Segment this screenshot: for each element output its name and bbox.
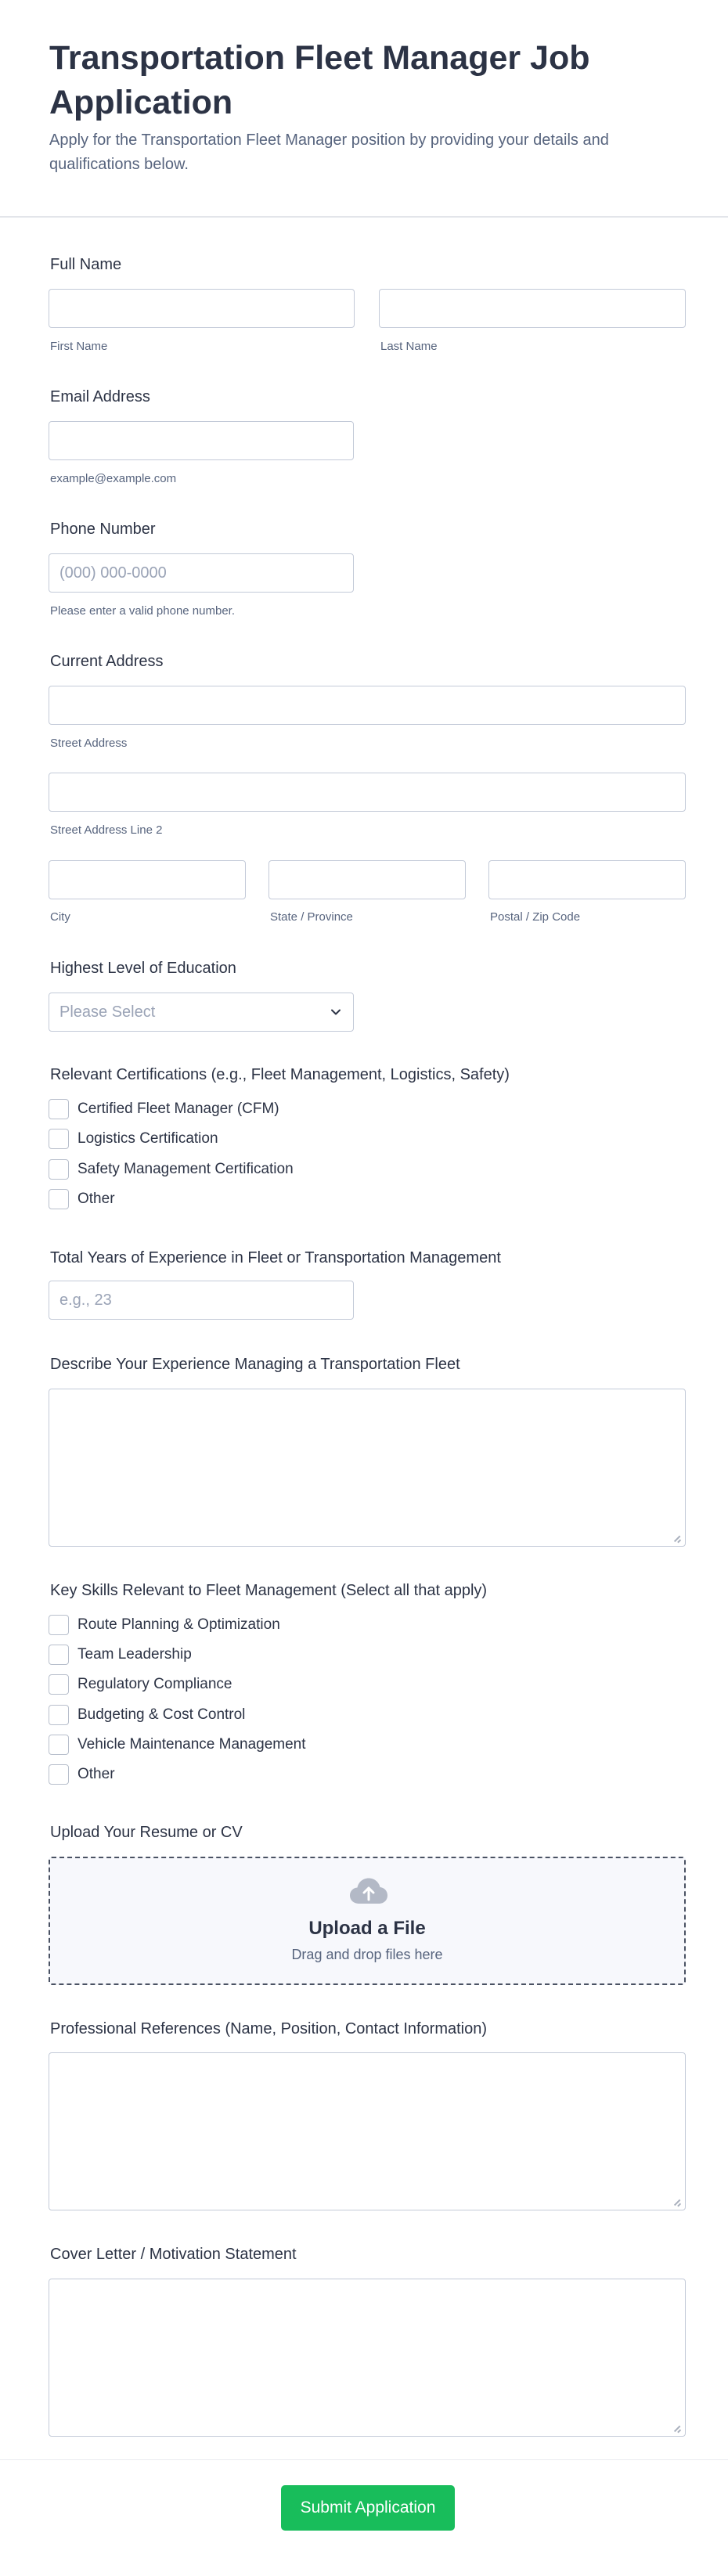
skill-checkbox[interactable] [49,1615,69,1635]
certification-checkbox[interactable] [49,1129,69,1149]
upload-file-button-label[interactable]: Upload a File [308,1918,426,1939]
education-select[interactable] [49,993,354,1032]
address-label: Current Address [50,653,164,670]
phone-input[interactable] [49,553,354,593]
cloud-upload-icon [349,1877,388,1905]
form-title: Transportation Fleet Manager Job Application [49,39,590,121]
education-select-value: Please Select [59,1003,156,1021]
chevron-down-icon [328,1004,344,1020]
skill-option-label: Other [77,1766,115,1782]
phone-label: Phone Number [50,521,156,538]
references-label: Professional References (Name, Position, Contact Information) [50,2020,488,2037]
form-header [0,0,728,218]
skill-option-label: Team Leadership [77,1646,192,1663]
certification-checkbox[interactable] [49,1159,69,1180]
resize-grip-icon[interactable] [673,1534,681,1542]
experience-desc-textarea[interactable] [49,1389,686,1547]
certifications-label: Relevant Certifications (e.g., Fleet Management, Logistics, Safety) [50,1066,510,1083]
email-label: Email Address [50,388,150,405]
resume-label: Upload Your Resume or CV [50,1824,243,1841]
skill-checkbox[interactable] [49,1764,69,1785]
skill-option-label: Budgeting & Cost Control [77,1706,246,1723]
state-input[interactable] [268,860,466,899]
experience-years-input[interactable] [49,1281,354,1320]
certification-option-label: Other [77,1191,115,1207]
experience-desc-label: Describe Your Experience Managing a Transportation Fleet [50,1356,460,1373]
references-textarea[interactable] [49,2052,686,2210]
form-subtitle: Apply for the Transportation Fleet Manager position by providing your details and qualifications below. [49,132,609,173]
email-sublabel: example@example.com [50,472,177,485]
certification-option-label: Certified Fleet Manager (CFM) [77,1101,279,1117]
cover-letter-label: Cover Letter / Motivation Statement [50,2246,297,2263]
skills-label: Key Skills Relevant to Fleet Management (Select all that apply) [50,1582,488,1599]
zip-input[interactable] [488,860,686,899]
experience-years-label: Total Years of Experience in Fleet or Transportation Management [50,1249,501,1266]
city-sublabel: City [50,910,70,924]
certification-option-label: Safety Management Certification [77,1161,294,1177]
certification-checkbox[interactable] [49,1189,69,1209]
skill-option-label: Regulatory Compliance [77,1676,232,1692]
skill-checkbox[interactable] [49,1645,69,1665]
upload-hint: Drag and drop files here [291,1947,443,1962]
skill-checkbox[interactable] [49,1674,69,1695]
skill-option-label: Vehicle Maintenance Management [77,1736,306,1753]
last-name-input[interactable] [379,289,686,328]
skill-checkbox[interactable] [49,1705,69,1725]
first-name-input[interactable] [49,289,355,328]
resize-grip-icon[interactable] [673,2198,681,2206]
phone-sublabel: Please enter a valid phone number. [50,604,235,618]
city-input[interactable] [49,860,246,899]
street-address-line2-sublabel: Street Address Line 2 [50,823,163,837]
street-address-input[interactable] [49,686,686,725]
certification-checkbox[interactable] [49,1099,69,1119]
skill-checkbox[interactable] [49,1735,69,1755]
zip-sublabel: Postal / Zip Code [490,910,581,924]
certification-option-label: Logistics Certification [77,1130,218,1147]
street-address-line2-input[interactable] [49,773,686,812]
full-name-label: Full Name [50,256,122,273]
resume-upload-dropzone[interactable] [49,1857,686,1985]
last-name-sublabel: Last Name [380,340,438,353]
first-name-sublabel: First Name [50,340,108,353]
skill-option-label: Route Planning & Optimization [77,1616,280,1633]
cover-letter-textarea[interactable] [49,2279,686,2437]
email-input[interactable] [49,421,354,460]
state-sublabel: State / Province [270,910,353,924]
education-label: Highest Level of Education [50,960,236,977]
resize-grip-icon[interactable] [673,2424,681,2432]
street-address-sublabel: Street Address [50,737,128,750]
submit-button[interactable]: Submit Application [281,2485,455,2531]
